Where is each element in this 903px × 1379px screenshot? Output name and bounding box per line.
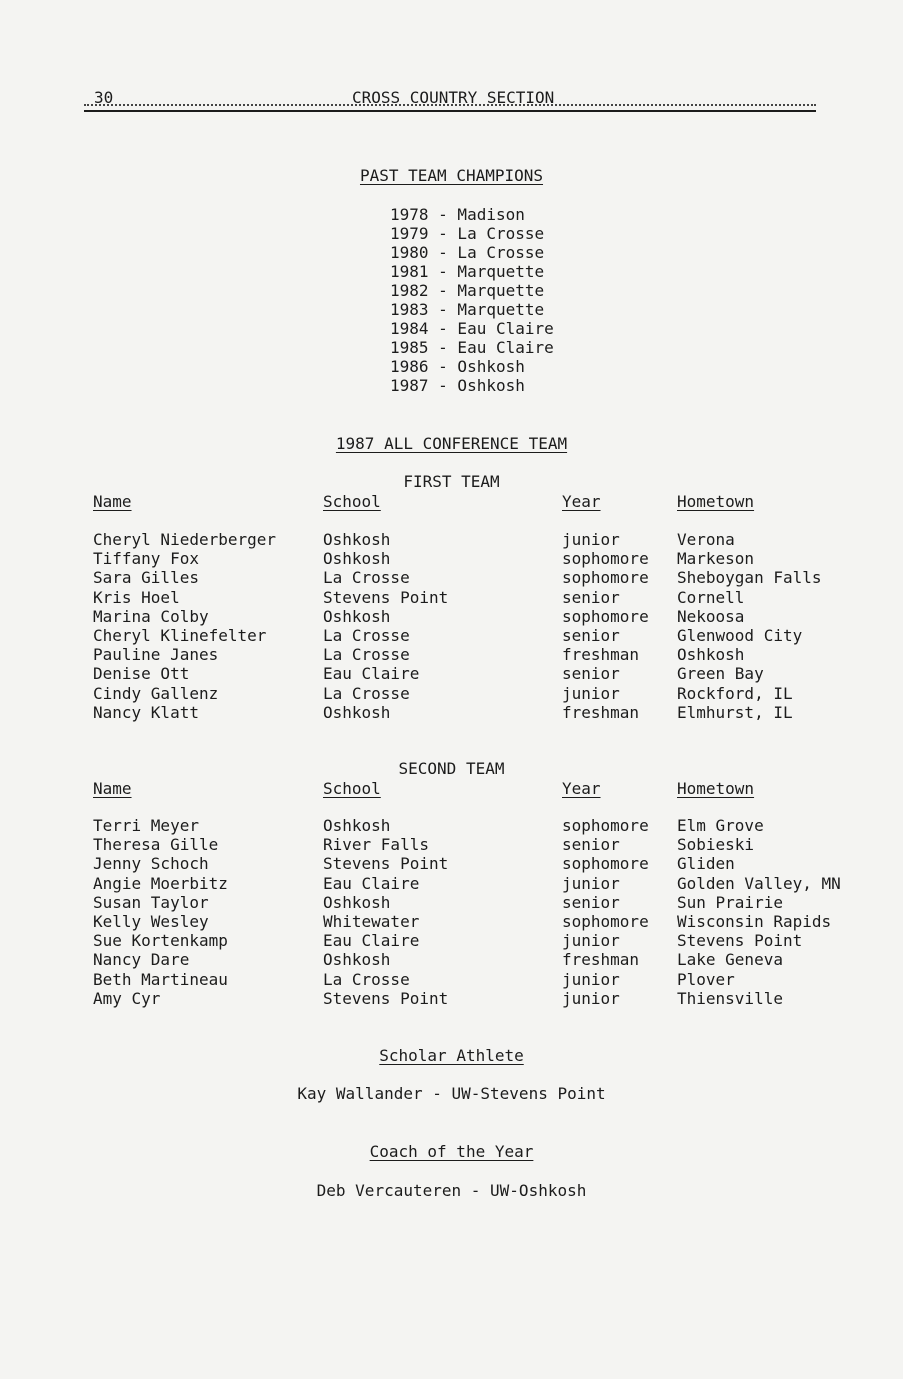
athlete-name: Beth Martineau — [93, 969, 228, 989]
athlete-name: Cheryl Niederberger — [93, 530, 277, 549]
athlete-year: senior — [562, 835, 620, 855]
table-row — [0, 874, 903, 893]
athlete-year: sophomore — [562, 568, 649, 588]
athlete-name: Nancy Dare — [93, 950, 190, 970]
athlete-school: Oshkosh — [323, 530, 391, 549]
athlete-name: Angie Moerbitz — [93, 873, 228, 893]
athlete-name: Kelly Wesley — [93, 912, 209, 931]
athlete-school: Oshkosh — [323, 606, 391, 626]
athlete-name: Pauline Janes — [93, 645, 219, 665]
athlete-school: Eau Claire — [323, 931, 420, 951]
athlete-school: Eau Claire — [323, 664, 420, 684]
athlete-name: Kris Hoel — [93, 587, 180, 607]
athlete-school: La Crosse — [323, 645, 410, 665]
column-header-name: Name — [93, 779, 132, 798]
athlete-school: Whitewater — [323, 912, 420, 931]
athlete-school: Oshkosh — [323, 892, 391, 912]
column-header-name: Name — [93, 492, 132, 511]
athlete-year: sophomore — [562, 912, 649, 931]
athlete-hometown: Gliden — [677, 854, 735, 874]
second-team-title: SECOND TEAM — [398, 759, 505, 778]
athlete-school: La Crosse — [323, 683, 410, 703]
table-row — [0, 970, 903, 989]
athlete-school: La Crosse — [323, 568, 410, 588]
athlete-year: senior — [562, 587, 620, 607]
athlete-hometown: Sheboygan Falls — [677, 568, 822, 588]
athlete-school: Stevens Point — [323, 988, 449, 1008]
past-champions-title: PAST TEAM CHAMPIONS — [359, 166, 544, 185]
column-header-hometown: Hometown — [677, 492, 755, 511]
athlete-year: junior — [562, 969, 620, 989]
table-row — [0, 989, 903, 1008]
scholar-athlete-value: Kay Wallander - UW-Stevens Point — [297, 1084, 606, 1103]
champion-item: 1981 - Marquette — [390, 262, 545, 281]
athlete-school: La Crosse — [323, 969, 410, 989]
athlete-hometown: Glenwood City — [677, 626, 803, 645]
table-row — [0, 854, 903, 873]
athlete-hometown: Wisconsin Rapids — [677, 912, 832, 931]
table-row — [0, 588, 903, 607]
table-row — [0, 568, 903, 587]
athlete-year: junior — [562, 873, 620, 893]
champion-item: 1982 - Marquette — [390, 281, 545, 300]
page-number: 30 — [94, 88, 114, 107]
scholar-athlete-title: Scholar Athlete — [379, 1046, 524, 1065]
column-header-year: Year — [562, 492, 601, 511]
table-row — [0, 835, 903, 854]
athlete-school: River Falls — [323, 835, 429, 855]
first-team-title: FIRST TEAM — [403, 472, 500, 491]
champion-item: 1985 - Eau Claire — [390, 338, 554, 357]
athlete-name: Jenny Schoch — [93, 854, 209, 874]
athlete-hometown: Nekoosa — [677, 606, 745, 626]
champion-item: 1987 - Oshkosh — [390, 376, 525, 395]
table-row — [0, 530, 903, 549]
table-row — [0, 549, 903, 568]
athlete-name: Cheryl Klinefelter — [93, 626, 267, 645]
athlete-year: sophomore — [562, 816, 649, 835]
first-team-header-row — [0, 492, 903, 511]
athlete-school: Oshkosh — [323, 702, 391, 722]
champion-item: 1984 - Eau Claire — [390, 319, 554, 338]
athlete-year: junior — [562, 530, 620, 549]
athlete-name: Tiffany Fox — [93, 549, 199, 569]
athlete-year: freshman — [562, 645, 640, 665]
athlete-year: freshman — [562, 950, 640, 970]
champion-item: 1983 - Marquette — [390, 300, 545, 319]
section-title: CROSS COUNTRY SECTION — [352, 88, 555, 107]
table-row — [0, 816, 903, 835]
athlete-hometown: Green Bay — [677, 664, 764, 684]
athlete-year: sophomore — [562, 606, 649, 626]
athlete-hometown: Stevens Point — [677, 931, 803, 951]
athlete-year: sophomore — [562, 854, 649, 874]
athlete-hometown: Elmhurst, IL — [677, 702, 793, 722]
header-dotted-rule — [84, 104, 816, 106]
athlete-hometown: Markeson — [677, 549, 755, 569]
table-row — [0, 912, 903, 931]
athlete-school: Stevens Point — [323, 854, 449, 874]
column-header-year: Year — [562, 779, 601, 798]
athlete-name: Sara Gilles — [93, 568, 199, 588]
athlete-year: senior — [562, 626, 620, 645]
table-row — [0, 950, 903, 969]
table-row — [0, 645, 903, 664]
champion-item: 1978 - Madison — [390, 205, 525, 224]
athlete-year: senior — [562, 892, 620, 912]
athlete-school: Eau Claire — [323, 873, 420, 893]
champion-item: 1979 - La Crosse — [390, 224, 545, 243]
all-conference-title: 1987 ALL CONFERENCE TEAM — [335, 434, 568, 453]
athlete-year: junior — [562, 931, 620, 951]
athlete-hometown: Sun Prairie — [677, 892, 783, 912]
table-row — [0, 703, 903, 722]
athlete-school: La Crosse — [323, 626, 410, 645]
athlete-hometown: Golden Valley, MN — [677, 873, 841, 893]
athlete-name: Terri Meyer — [93, 816, 199, 835]
athlete-school: Oshkosh — [323, 549, 391, 569]
athlete-name: Amy Cyr — [93, 988, 161, 1008]
athlete-school: Stevens Point — [323, 587, 449, 607]
table-row — [0, 893, 903, 912]
table-row — [0, 664, 903, 683]
table-row — [0, 626, 903, 645]
table-row — [0, 931, 903, 950]
athlete-name: Sue Kortenkamp — [93, 931, 228, 951]
athlete-name: Nancy Klatt — [93, 702, 199, 722]
athlete-school: Oshkosh — [323, 950, 391, 970]
table-row — [0, 684, 903, 703]
athlete-hometown: Sobieski — [677, 835, 755, 855]
athlete-year: freshman — [562, 702, 640, 722]
athlete-hometown: Cornell — [677, 587, 745, 607]
champion-item: 1986 - Oshkosh — [390, 357, 525, 376]
athlete-name: Theresa Gille — [93, 835, 219, 855]
table-row — [0, 607, 903, 626]
athlete-hometown: Elm Grove — [677, 816, 764, 835]
column-header-hometown: Hometown — [677, 779, 755, 798]
athlete-hometown: Plover — [677, 969, 735, 989]
athlete-hometown: Oshkosh — [677, 645, 745, 665]
athlete-hometown: Rockford, IL — [677, 683, 793, 703]
page-header — [84, 88, 816, 112]
athlete-year: sophomore — [562, 549, 649, 569]
coach-of-year-title: Coach of the Year — [369, 1142, 534, 1161]
second-team-header-row — [0, 779, 903, 798]
athlete-name: Cindy Gallenz — [93, 683, 219, 703]
coach-of-year-value: Deb Vercauteren - UW-Oshkosh — [316, 1181, 587, 1200]
past-champions-list — [390, 205, 554, 395]
athlete-hometown: Lake Geneva — [677, 950, 783, 970]
column-header-school: School — [323, 779, 381, 798]
athlete-year: junior — [562, 988, 620, 1008]
athlete-school: Oshkosh — [323, 816, 391, 835]
champion-item: 1980 - La Crosse — [390, 243, 545, 262]
athlete-hometown: Verona — [677, 530, 735, 549]
athlete-name: Marina Colby — [93, 606, 209, 626]
column-header-school: School — [323, 492, 381, 511]
athlete-year: junior — [562, 683, 620, 703]
athlete-year: senior — [562, 664, 620, 684]
athlete-hometown: Thiensville — [677, 988, 783, 1008]
athlete-name: Susan Taylor — [93, 892, 209, 912]
athlete-name: Denise Ott — [93, 664, 190, 684]
